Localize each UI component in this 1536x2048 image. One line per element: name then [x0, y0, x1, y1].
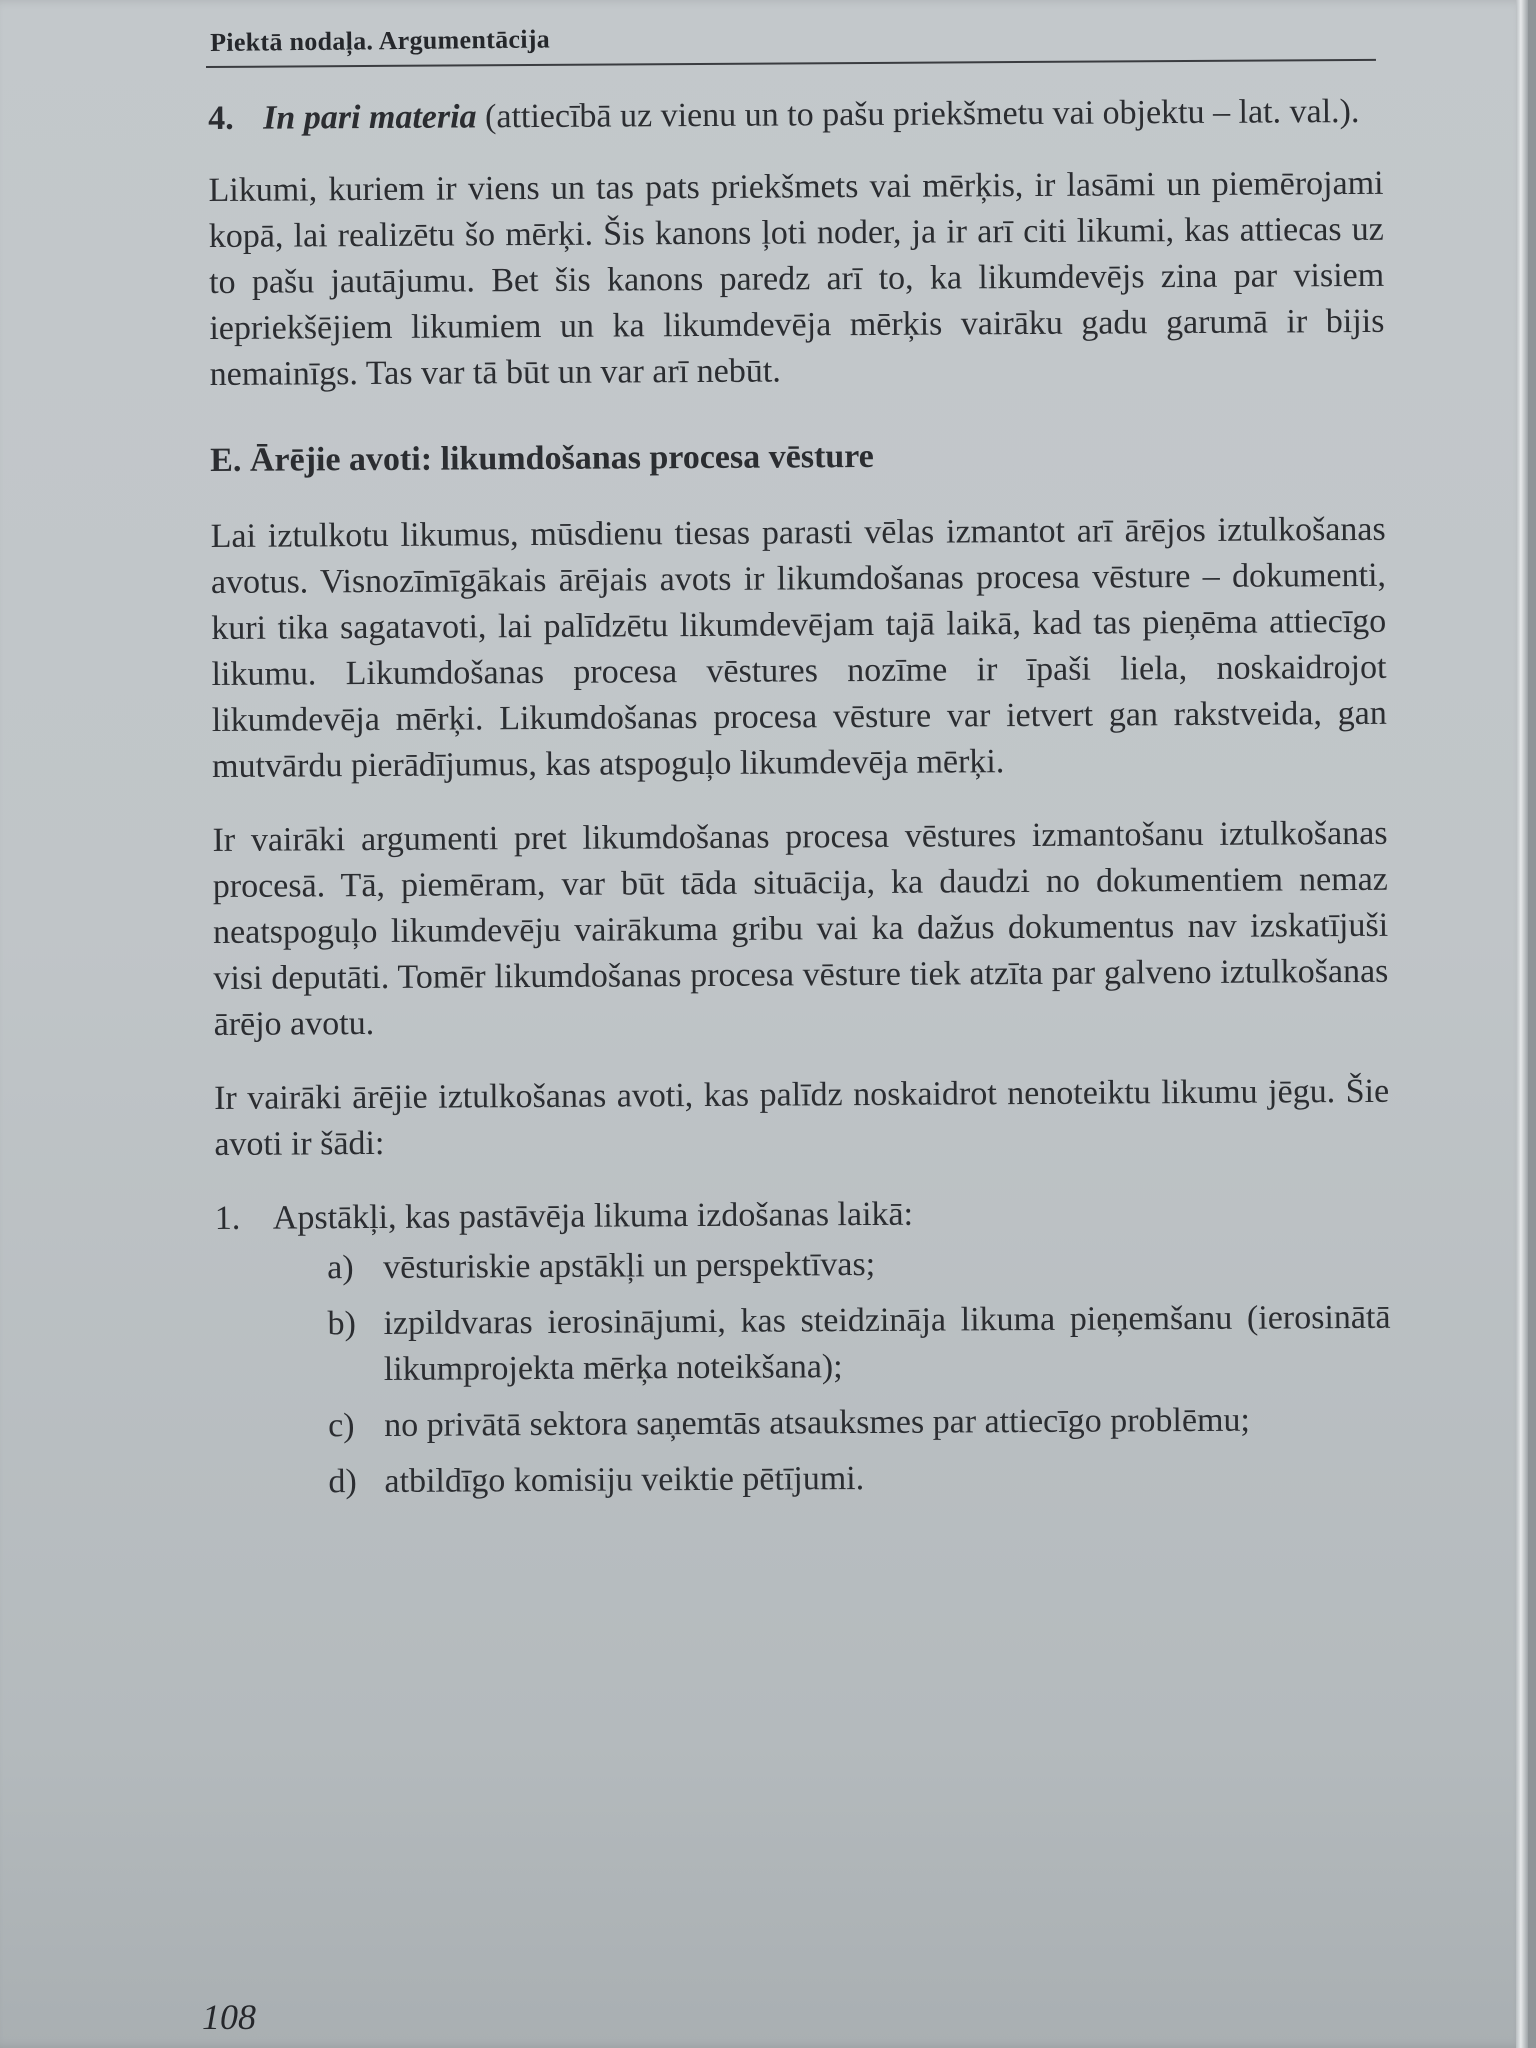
- sub-item-b: [327, 1295, 1391, 1393]
- sub-item-label: b): [327, 1305, 356, 1343]
- sub-item-d: [328, 1453, 1391, 1505]
- sub-item-text: izpildvaras ierosinājumi, kas steidzināja likuma pieņemšanu (ierosinātā likumprojekta mērķa noteikšana);: [383, 1298, 1391, 1388]
- sub-item-label: d): [328, 1463, 357, 1501]
- canon-item-4: [208, 89, 1383, 142]
- list-item-1: [215, 1189, 1392, 1506]
- list-item-number: 1.: [214, 1199, 241, 1237]
- sub-item-a: [327, 1239, 1390, 1291]
- header-rule: [206, 59, 1376, 68]
- page-content: [208, 89, 1392, 1516]
- section-heading: E. Ārējie avoti: likumdošanas procesa vēsture: [210, 437, 874, 479]
- sub-item-text: atbildīgo komisiju veiktie pētījumi.: [384, 1460, 865, 1500]
- paragraph-in-pari-materia: Likumi, kuriem ir viens un tas pats priekšmets vai mērķis, ir lasāmi un piemērojami kopā, lai realizētu šo mērķi. Šis kanons ļoti noder, ja ir arī citi likumi, kas attiecas uz to pašu jautājumu. Bet šis kanons paredz arī to, ka likumdevējs zina par visiem iepriekšējiem likumiem un ka likumdevēja mērķis vairāku gadu garumā ir bijis nemainīgs. Tas var tā būt un var arī nebūt.: [208, 164, 1385, 393]
- paragraph-sources-intro: Ir vairāki ārējie iztulkošanas avoti, kas palīdz noskaidrot nenoteiktu likumu jēgu. Šie avoti ir šādi:: [214, 1072, 1390, 1163]
- paragraph-external-sources: Lai iztulkotu likumus, mūsdienu tiesas parasti vēlas izmantot arī ārējos iztulkošanas avotus. Visnozīmīgākais ārējais avots ir likumdošanas procesa vēsture – dokumenti, kuri tika sagatavoti, lai palīdzētu likumdevējam tajā laikā, kad tas pieņēma attiecīgo likumu. Likumdošanas procesa vēstures nozīme ir īpaši liela, noskaidrojot likumdevēja mērķi. Likumdošanas procesa vēsture var ietvert gan rakstveida, gan mutvārdu pierādījumus, kas atspoguļo likumdevēja mērķi.: [210, 510, 1387, 785]
- running-header: Piektā nodaļa. Argumentācija: [210, 24, 551, 57]
- page-edge: [1516, 0, 1528, 2048]
- latin-term: In pari materia: [263, 98, 477, 137]
- paragraph-arguments-against: Ir vairāki argumenti pret likumdošanas procesa vēstures izmantošanu iztulkošanas procesā. Tā, piemēram, var būt tāda situācija, ka daudzi no dokumentiem nemaz neatspoguļo likumdevēju vairākuma gribu vai ka dažus dokumentus nav izskatījuši visi deputāti. Tomēr likumdošanas procesa vēsture tiek atzīta par galveno iztulkošanas ārējo avotu.: [212, 814, 1389, 1043]
- page-number: 108: [202, 1997, 256, 2037]
- sub-item-text: vēsturiskie apstākļi un perspektīvas;: [383, 1245, 876, 1286]
- sub-item-label: c): [328, 1407, 355, 1445]
- sub-item-label: a): [327, 1249, 354, 1287]
- sub-list: [327, 1239, 1392, 1505]
- latin-term-explanation: (attiecībā uz vienu un to pašu priekšmetu vai objektu – lat. val.).: [476, 92, 1360, 136]
- canon-item-number: 4.: [208, 99, 234, 137]
- sub-item-c: [328, 1397, 1391, 1449]
- list-item-text: Apstākļi, kas pastāvēja likuma izdošanas laikā:: [272, 1195, 914, 1237]
- sub-item-text: no privātā sektora saņemtās atsauksmes par attiecīgo problēmu;: [384, 1401, 1251, 1444]
